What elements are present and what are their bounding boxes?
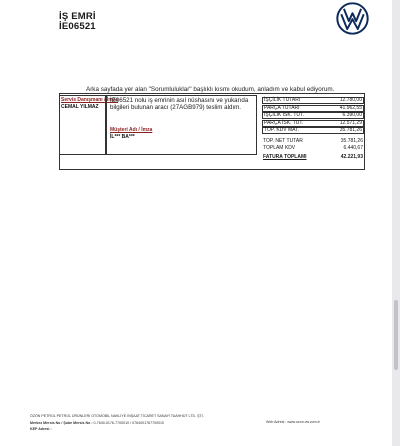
footer-web-value: www.ozon.vw.com.tr	[287, 420, 320, 424]
totals-value: 6.440,67	[343, 145, 363, 151]
totals-value: 41.962,55	[339, 104, 362, 111]
work-order-number: İE06521	[59, 21, 96, 32]
customer-name: İL*** BA***	[110, 134, 135, 140]
totals-label: TOP. KDV MAT.	[264, 127, 300, 133]
volkswagen-logo-icon	[336, 2, 369, 35]
totals-value: 35.781,26	[340, 138, 363, 144]
scrollbar-thumb[interactable]	[394, 300, 398, 370]
totals-label: İŞÇİLİK TUTARI	[264, 97, 301, 103]
totals-label: FATURA TOPLAMI	[263, 154, 307, 160]
footer-web-label: Web Adresi :	[266, 420, 287, 424]
totals-label: PARÇA TUTARI	[264, 104, 300, 111]
totals-value: 12.780,00	[339, 97, 362, 103]
totals-value: 35.781,26	[339, 127, 362, 133]
totals-row	[262, 97, 364, 104]
advisor-name: CEMAL YILMAZ	[61, 104, 99, 110]
document-title: İŞ EMRİ	[59, 11, 96, 22]
footer-mersis-value: 0-7640-0176-7700010 / 0764001767700010	[93, 421, 165, 425]
footer-mersis-label: Merkez Mersis No / Şube Mersis No :	[30, 421, 93, 425]
customer-label: Müşteri Adı / İmza	[110, 127, 153, 133]
acknowledgement-text: Arka sayfada yer alan "Sorumluluklar" başlıklı kısmı okudum, anladım ve kabul ediyorum.	[86, 86, 335, 93]
totals-label: İŞÇİLİK İSK. TUT.	[264, 112, 304, 118]
footer-company-name: ÖZÖN PETROL PETROL ÜRÜNLERİ OTOMOBİL NAKLİYE İNŞAAT TİCARET SANAYİ TAAHHÜT LTD. ŞTİ.	[30, 414, 204, 418]
totals-row	[262, 127, 364, 134]
footer-kep-label: KEP Adresi :	[30, 427, 52, 431]
scrollbar-track[interactable]	[392, 0, 400, 446]
totals-value: 42.221,93	[340, 154, 363, 160]
invoice-total-row	[262, 154, 364, 161]
footer-kep	[30, 427, 52, 431]
totals-row	[262, 105, 364, 112]
footer-mersis	[30, 421, 164, 425]
totals-label: PARÇA İSK. TUT.	[264, 119, 304, 126]
totals-row	[262, 112, 364, 119]
totals-label: TOPLAM KDV	[263, 145, 296, 151]
totals-row	[262, 138, 364, 145]
totals-label: TOP. NET TUTAR	[263, 138, 303, 144]
delivery-statement: İE06521 nolu iş emrinin asıl nüshasını ve yukarıda bilgileri bulunan aracı (27AGB979) teslim aldım.	[110, 97, 249, 112]
footer-web	[266, 420, 320, 424]
totals-value: 12.571,29	[339, 119, 362, 126]
totals-value: 6.390,00	[342, 112, 362, 118]
totals-row	[262, 145, 364, 152]
advisor-label: Servis Danışmanı / İmza	[61, 97, 118, 103]
totals-row	[262, 120, 364, 127]
